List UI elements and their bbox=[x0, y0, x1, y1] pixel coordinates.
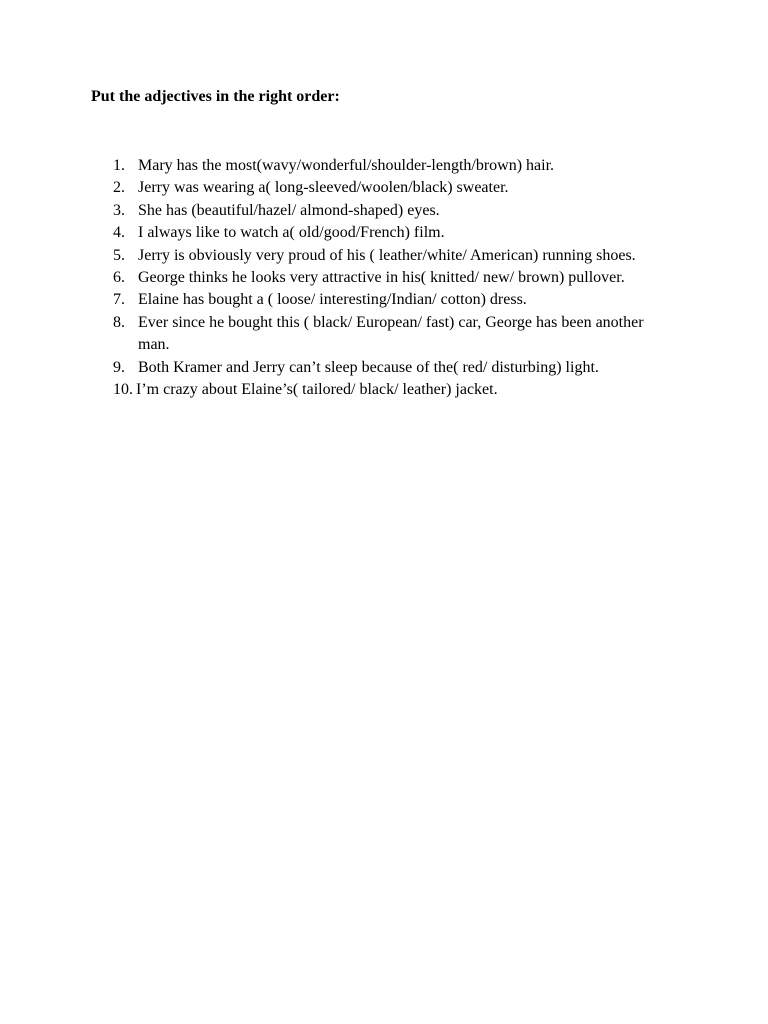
item-text: I always like to watch a( old/good/French) film. bbox=[138, 224, 445, 242]
item-text: Jerry was wearing a( long-sleeved/woolen/black) sweater. bbox=[138, 179, 509, 197]
list-item bbox=[0, 312, 768, 357]
item-number: 1. bbox=[113, 157, 125, 174]
item-number: 3. bbox=[113, 201, 125, 219]
item-text: I’m crazy about Elaine’s( tailored/ black/ leather) jacket. bbox=[136, 381, 498, 399]
item-text: Elaine has bought a ( loose/ interesting/Indian/ cotton) dress. bbox=[138, 291, 527, 309]
item-number: 9. bbox=[113, 358, 125, 376]
list-item bbox=[0, 177, 768, 199]
list-item bbox=[0, 245, 768, 267]
item-number: 4. bbox=[113, 224, 125, 242]
item-text: George thinks he looks very attractive in his( knitted/ new/ brown) pullover. bbox=[138, 269, 625, 287]
list-item bbox=[0, 155, 768, 177]
item-number: 7. bbox=[113, 291, 125, 309]
item-number: 10. bbox=[113, 381, 133, 399]
list-item bbox=[0, 267, 768, 289]
item-number: 8. bbox=[113, 313, 125, 331]
item-text: Both Kramer and Jerry can’t sleep because of the( red/ disturbing) light. bbox=[138, 358, 599, 376]
item-text: Mary has the most(wavy/wonderful/shoulder-length/brown) hair. bbox=[138, 157, 555, 174]
exercise-list bbox=[0, 155, 768, 401]
item-number: 2. bbox=[113, 179, 125, 197]
item-number: 6. bbox=[113, 269, 125, 287]
item-text: She has (beautiful/hazel/ almond-shaped) eyes. bbox=[138, 201, 440, 219]
item-text: Ever since he bought this ( black/ European/ fast) car, George has been another man. bbox=[138, 313, 644, 354]
list-item bbox=[0, 379, 768, 401]
list-item bbox=[0, 357, 768, 379]
item-number: 5. bbox=[113, 246, 125, 264]
list-item bbox=[0, 289, 768, 311]
list-item bbox=[0, 200, 768, 222]
list-item bbox=[0, 222, 768, 244]
item-text: Jerry is obviously very proud of his ( leather/white/ American) running shoes. bbox=[138, 246, 636, 264]
exercise-heading: Put the adjectives in the right order: bbox=[91, 88, 340, 105]
